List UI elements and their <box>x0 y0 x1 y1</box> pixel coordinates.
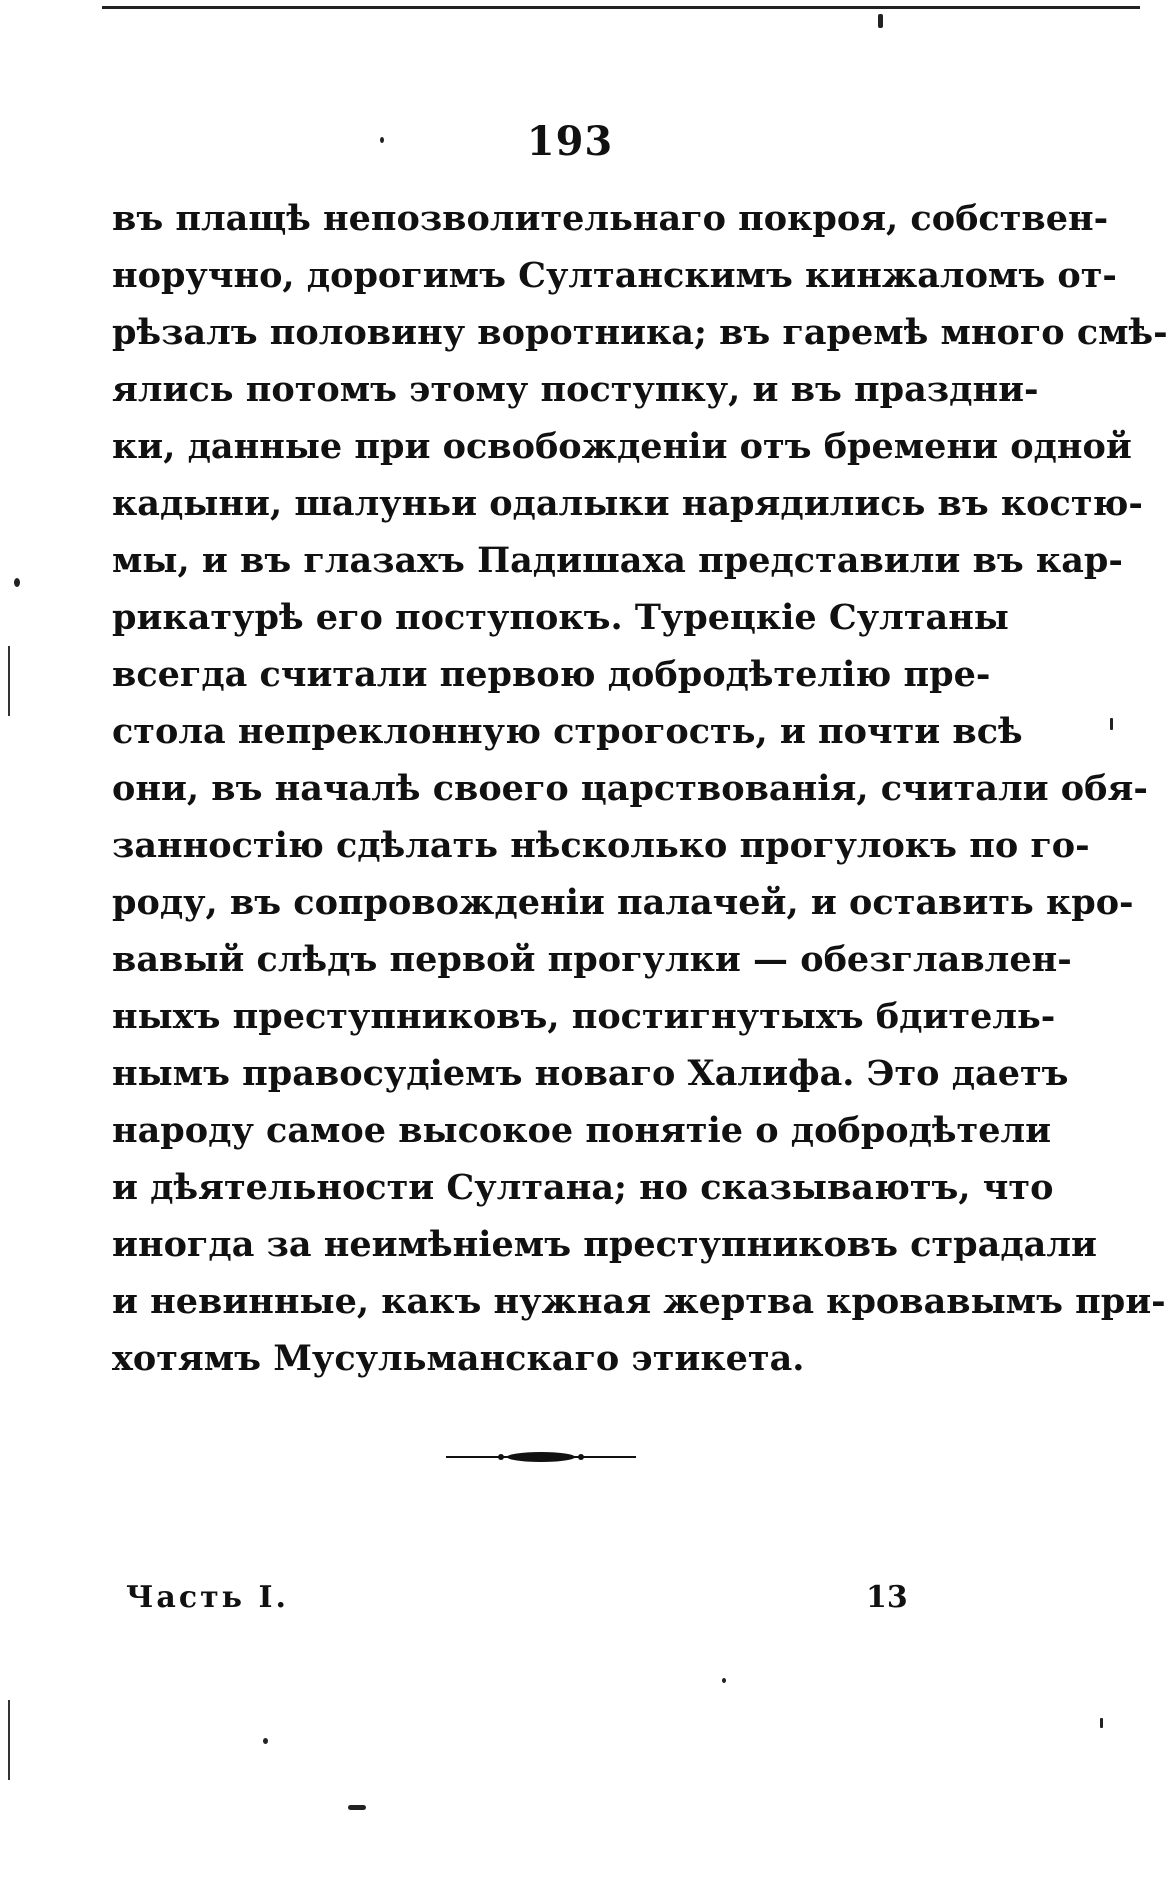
scan-speck <box>878 14 883 28</box>
text-line: ныхъ преступниковъ, постигнутыхъ бдитель- <box>112 996 1056 1037</box>
text-line: народу самое высокое понятіе о добродѣтели <box>112 1110 1052 1151</box>
scan-edge-line <box>8 646 10 716</box>
text-line: въ плащѣ непозволительнаго покроя, собствен- <box>112 198 1109 239</box>
text-line: мы, и въ глазахъ Падишаха представили въ кар- <box>112 540 1123 581</box>
scan-speck <box>380 137 384 143</box>
text-line: хотямъ Мусульманскаго этикета. <box>112 1338 805 1379</box>
page-number: 193 <box>526 118 614 165</box>
sheet-number: 13 <box>866 1580 908 1615</box>
scan-speck <box>263 1738 268 1744</box>
text-line: стола непреклонную строгость, и почти всѣ <box>112 711 1023 752</box>
text-line: нымъ правосудіемъ новаго Халифа. Это даетъ <box>112 1053 1069 1094</box>
scan-speck <box>14 578 20 587</box>
text-line: всегда считали первою добродѣтелію пре- <box>112 654 991 695</box>
signature-mark: Часть I. <box>126 1580 289 1615</box>
top-rule <box>102 6 1140 9</box>
text-line: норучно, дорогимъ Султанскимъ кинжаломъ от- <box>112 255 1117 296</box>
text-line: и невинные, какъ нужная жертва кровавымъ при- <box>112 1281 1166 1322</box>
text-line: вавый слѣдъ первой прогулки — обезглавлен- <box>112 939 1072 980</box>
text-line: иногда за неимѣніемъ преступниковъ страдали <box>112 1224 1097 1265</box>
scan-speck <box>348 1805 366 1810</box>
ornament-divider <box>446 1450 636 1464</box>
text-line: и дѣятельности Султана; но сказываютъ, что <box>112 1167 1054 1208</box>
text-line: занностію сдѣлать нѣсколько прогулокъ по го- <box>112 825 1090 866</box>
text-line: ки, данные при освобожденіи отъ бремени одной <box>112 426 1132 467</box>
text-line: рикатурѣ его поступокъ. Турецкіе Султаны <box>112 597 1009 638</box>
page-footer <box>0 1580 1140 1630</box>
text-line: роду, въ сопровожденіи палачей, и оставить кро- <box>112 882 1134 923</box>
scan-speck <box>722 1678 726 1683</box>
text-line: рѣзалъ половину воротника; въ гаремѣ много смѣ- <box>112 312 1168 353</box>
text-line: ялись потомъ этому поступку, и въ праздни- <box>112 369 1039 410</box>
text-line: они, въ началѣ своего царствованія, считали обя- <box>112 768 1148 809</box>
scan-speck <box>1100 1718 1103 1728</box>
text-line: кадыни, шалуньи одалыки нарядились въ костю- <box>112 483 1143 524</box>
scan-speck <box>1110 718 1113 730</box>
body-text <box>112 190 1168 1387</box>
scan-edge-line <box>8 1700 10 1780</box>
